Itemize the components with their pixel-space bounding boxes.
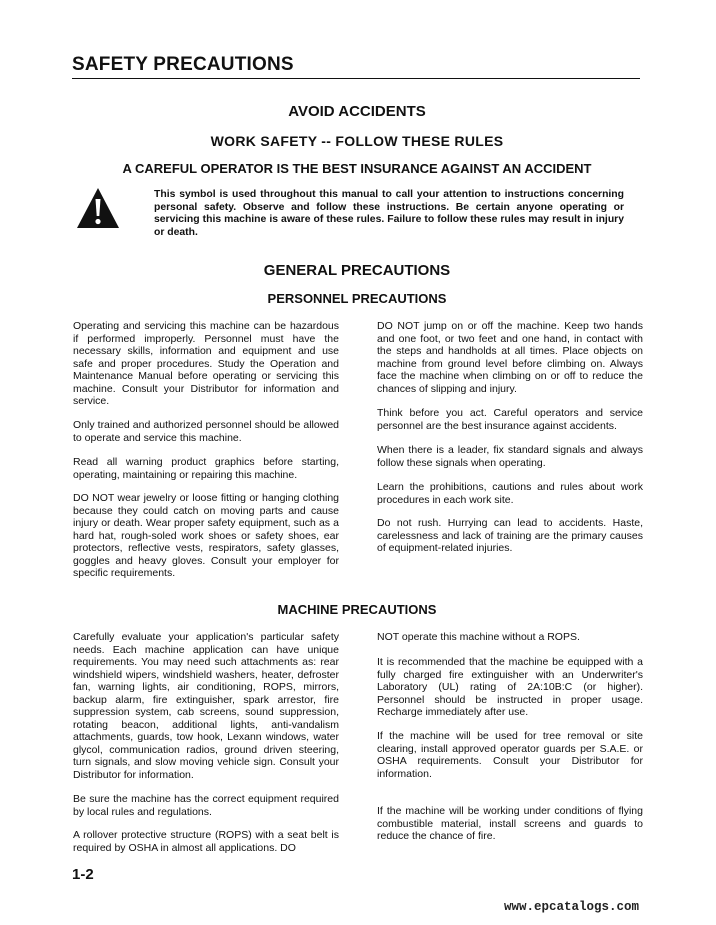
paragraph: Carefully evaluate your application's particular safety needs. Each machine application can have unique requirements. You may need such attachments as: rear windshield wipers, windshield washers, heater, defroster fan, warning lights, air conditioning, ROPS, mirrors, backup alarm, fire extinguisher, spark arrestor, fire suppression system, cab screens, sound suppression, rotating beacon, additional lights, anti-vandalism attachments, guards, tow hook, Lexann windows, water glycol, communication radios, ground driven steering, turn signals, and slow moving vehicle sign. Consult your Distributor for information. xyxy=(73,631,339,781)
paragraph: DO NOT jump on or off the machine. Keep two hands and one foot, or two feet and one hand, in contact with the steps and handholds at all times. Place objects on machine from ground level before climbing on. Always face the machine when climbing on or off to reduce the chances of slipping and injury. xyxy=(377,320,643,395)
personnel-right-column xyxy=(377,481,643,506)
machine-left-column xyxy=(73,631,339,781)
header-rule xyxy=(72,78,640,79)
paragraph: It is recommended that the machine be equipped with a fully charged fire extinguisher with an Underwriter's Laboratory (UL) rating of 2A:10B:C (or higher). Personnel should be instructed in proper usage. Recharge immediately after use. xyxy=(377,656,643,718)
avoid-accidents-heading: AVOID ACCIDENTS xyxy=(288,103,426,120)
machine-left-column xyxy=(73,829,339,854)
warning-icon xyxy=(76,187,120,229)
page-number: 1-2 xyxy=(72,866,94,883)
paragraph: DO NOT wear jewelry or loose fitting or hanging clothing because they could catch on moving parts and cause injury or death. Wear proper safety equipment, such as a hard hat, rough-soled work shoes or safety shoes, ear protectors, reflective vests, respirators, safety glasses, goggles and heavy gloves. Consult your employer for specific requirements. xyxy=(73,492,339,579)
personnel-precautions-heading: PERSONNEL PRECAUTIONS xyxy=(267,291,447,306)
machine-right-column xyxy=(377,730,643,780)
paragraph: If the machine will be working under conditions of flying combustible material, install screens and guards to reduce the chance of fire. xyxy=(377,805,643,842)
machine-precautions-heading: MACHINE PRECAUTIONS xyxy=(277,602,437,617)
personnel-right-column xyxy=(377,320,643,395)
machine-right-column xyxy=(377,631,643,644)
general-precautions-heading: GENERAL PRECAUTIONS xyxy=(263,262,451,279)
work-safety-heading: WORK SAFETY -- FOLLOW THESE RULES xyxy=(210,133,504,149)
page-title: SAFETY PRECAUTIONS xyxy=(72,54,294,75)
personnel-right-column xyxy=(377,517,643,555)
paragraph: Operating and servicing this machine can be hazardous if performed improperly. Personnel must have the necessary skills, information and equipment and use safe and proper procedures. Study the Operation and Maintenance Manual before operating or servicing this machine. Consult your Distributor for information and service. xyxy=(73,320,339,407)
paragraph: If the machine will be used for tree removal or site clearing, install approved operator guards per S.A.E. or OSHA requirements. Consult your Distributor for information. xyxy=(377,730,643,780)
machine-right-column xyxy=(377,656,643,719)
paragraph: Do not rush. Hurrying can lead to accidents. Haste, carelessness and lack of training are the primary causes of equipment-related injuries. xyxy=(377,517,643,554)
paragraph: A rollover protective structure (ROPS) with a seat belt is required by OSHA in almost all applications. DO xyxy=(73,829,339,854)
paragraph: Be sure the machine has the correct equipment required by local rules and regulations. xyxy=(73,793,339,818)
personnel-left-column xyxy=(73,492,339,580)
personnel-left-column xyxy=(73,320,339,408)
paragraph: Learn the prohibitions, cautions and rules about work procedures in each work site. xyxy=(377,481,643,506)
paragraph: Think before you act. Careful operators and service personnel are the best insurance against accidents. xyxy=(377,407,643,432)
machine-right-column xyxy=(377,805,643,843)
warning-text: This symbol is used throughout this manual to call your attention to instructions concerning personal safety. Observe and follow these instructions. Be certain anyone operating or servicing this machine is aware of these rules. Failure to follow these rules may result in injury or death. xyxy=(154,189,624,238)
paragraph: Only trained and authorized personnel should be allowed to operate and service this machine. xyxy=(73,419,339,444)
personnel-right-column xyxy=(377,444,643,469)
personnel-left-column xyxy=(73,419,339,444)
personnel-right-column xyxy=(377,407,643,432)
careful-operator-heading: A CAREFUL OPERATOR IS THE BEST INSURANCE AGAINST AN ACCIDENT xyxy=(122,161,592,176)
paragraph: When there is a leader, fix standard signals and always follow these signals when operating. xyxy=(377,444,643,469)
machine-left-column xyxy=(73,793,339,818)
website-watermark: www.epcatalogs.com xyxy=(504,900,640,914)
paragraph: Read all warning product graphics before starting, operating, maintaining or repairing this machine. xyxy=(73,456,339,481)
paragraph: NOT operate this machine without a ROPS. xyxy=(377,631,580,643)
personnel-left-column xyxy=(73,456,339,481)
